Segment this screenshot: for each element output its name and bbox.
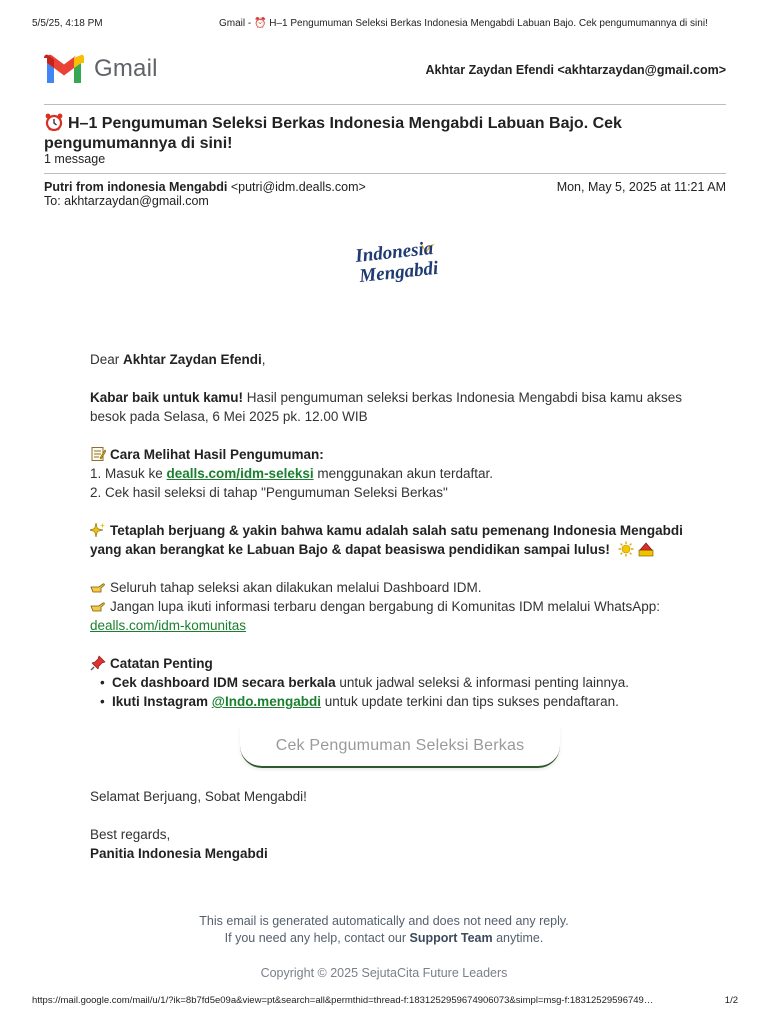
note2-text: untuk update terkini dan tips sukses pendaftaran. bbox=[320, 694, 619, 709]
step1-suffix: menggunakan akun terdaftar. bbox=[313, 466, 493, 481]
how-to-title: Cara Melihat Hasil Pengumuman: bbox=[110, 447, 324, 462]
step1-prefix: 1. Masuk ke bbox=[90, 466, 167, 481]
good-news-text: Hasil pengumuman seleksi berkas Indonesia Mengabdi bisa kamu akses besok pada Selasa, 6 Mei 2025 pk. 12.00 WIB bbox=[90, 390, 683, 424]
motivation-text: Tetaplah berjuang & yakin bahwa kamu adalah salah satu pemenang Indonesia Mengabdi yang akan berangkat ke Labuan Bajo & dapat beasiswa pendidikan sampai lulus! bbox=[90, 523, 683, 557]
page-number: 1/2 bbox=[724, 995, 738, 1006]
account-label: Akhtar Zaydan Efendi <akhtarzaydan@gmail.com> bbox=[425, 63, 726, 77]
cta-container bbox=[240, 726, 560, 770]
copyright: Copyright © 2025 SejutaCita Future Leaders bbox=[260, 966, 508, 980]
signature: Panitia Indonesia Mengabdi bbox=[90, 846, 268, 861]
gmail-wordmark: Gmail bbox=[94, 55, 158, 82]
info1-text: Seluruh tahap seleksi akan dilakukan melalui Dashboard IDM. bbox=[110, 580, 482, 595]
alarm-clock-icon bbox=[44, 113, 64, 131]
sender-name: Putri from indonesia Mengabdi bbox=[44, 180, 228, 194]
cek-pengumuman-button[interactable]: Cek Pengumuman Seleksi Berkas bbox=[240, 726, 560, 768]
regards-text: Best regards, bbox=[90, 827, 171, 842]
sender-address: <putri@idm.dealls.com> bbox=[230, 180, 366, 194]
logo-line2: Mengabdi bbox=[358, 257, 440, 287]
motivation-paragraph bbox=[90, 521, 700, 559]
footer-line2-suffix: anytime. bbox=[492, 931, 544, 945]
idm-komunitas-link[interactable]: dealls.com/idm-komunitas bbox=[90, 618, 247, 633]
message-count: 1 message bbox=[44, 152, 106, 166]
info-section bbox=[90, 578, 700, 635]
email-subject bbox=[44, 113, 718, 154]
print-url: https://mail.google.com/mail/u/1/?ik=8b7fd5e09a&view=pt&search=all&permthid=thread-f:1831252959674906073&simpl=msg-f:18312529596749… bbox=[32, 995, 654, 1006]
subject-text: H–1 Pengumuman Seleksi Berkas Indonesia Mengabdi Labuan Bajo. Cek pengumumannya di sini! bbox=[44, 115, 622, 152]
logo-line1: Indonesia bbox=[354, 237, 435, 267]
good-news-paragraph bbox=[90, 388, 700, 426]
idm-seleksi-link[interactable]: dealls.com/idm-seleksi bbox=[166, 466, 314, 481]
pointing-hand-icon bbox=[90, 579, 106, 595]
print-datetime: 5/5/25, 4:18 PM bbox=[32, 18, 103, 29]
info2-text: Jangan lupa ikuti informasi terbaru dengan bergabung di Komunitas IDM melalui WhatsApp: bbox=[110, 599, 661, 614]
notes-section bbox=[90, 654, 700, 711]
note-item-2 bbox=[112, 692, 700, 711]
notes-list bbox=[90, 673, 700, 711]
note2-bold: Ikuti Instagram bbox=[112, 694, 212, 709]
greeting bbox=[90, 350, 700, 369]
pushpin-icon bbox=[90, 655, 106, 671]
subject-divider bbox=[44, 173, 726, 174]
step2-text: 2. Cek hasil seleksi di tahap "Pengumuman Seleksi Berkas" bbox=[90, 485, 448, 500]
sun-icon bbox=[618, 541, 634, 557]
pointing-hand-icon-2 bbox=[90, 598, 106, 614]
footer-line2-prefix: If you need any help, contact our bbox=[224, 931, 410, 945]
memo-icon bbox=[90, 446, 106, 462]
closing-text: Selamat Berjuang, Sobat Mengabdi! bbox=[90, 789, 307, 804]
header-divider bbox=[44, 104, 726, 105]
note1-text: untuk jadwal seleksi & informasi penting lainnya. bbox=[335, 675, 630, 690]
gmail-logo[interactable] bbox=[44, 54, 158, 84]
print-title: Gmail - ⏰ H–1 Pengumuman Seleksi Berkas Indonesia Mengabdi Labuan Bajo. Cek pengumumannya di sini! bbox=[219, 18, 708, 29]
notes-title: Catatan Penting bbox=[110, 656, 213, 671]
how-to-section bbox=[90, 445, 700, 502]
greeting-suffix: , bbox=[261, 352, 266, 367]
regards-block bbox=[90, 825, 268, 863]
note-item-1 bbox=[112, 673, 700, 692]
sender bbox=[44, 180, 366, 194]
email-footer bbox=[0, 913, 768, 947]
email-body bbox=[90, 350, 700, 711]
note1-bold: Cek dashboard IDM secara berkala bbox=[112, 675, 336, 690]
sent-date: Mon, May 5, 2025 at 11:21 AM bbox=[556, 180, 726, 194]
greeting-name: Akhtar Zaydan Efendi bbox=[123, 352, 262, 367]
footer-line2 bbox=[0, 930, 768, 947]
gmail-header bbox=[44, 54, 726, 88]
good-news-bold: Kabar baik untuk kamu! bbox=[90, 390, 244, 405]
graduation-cap-icon bbox=[638, 541, 654, 557]
greeting-prefix: Dear bbox=[90, 352, 124, 367]
gmail-m-icon bbox=[44, 54, 84, 84]
footer-line1: This email is generated automatically and does not need any reply. bbox=[199, 914, 569, 928]
sparkles-icon bbox=[90, 522, 106, 538]
instagram-link[interactable]: @Indo.mengabdi bbox=[211, 694, 321, 709]
indonesia-mengabdi-logo bbox=[352, 236, 448, 292]
support-team-link[interactable]: Support Team bbox=[409, 931, 493, 945]
recipient: To: akhtarzaydan@gmail.com bbox=[44, 194, 209, 208]
